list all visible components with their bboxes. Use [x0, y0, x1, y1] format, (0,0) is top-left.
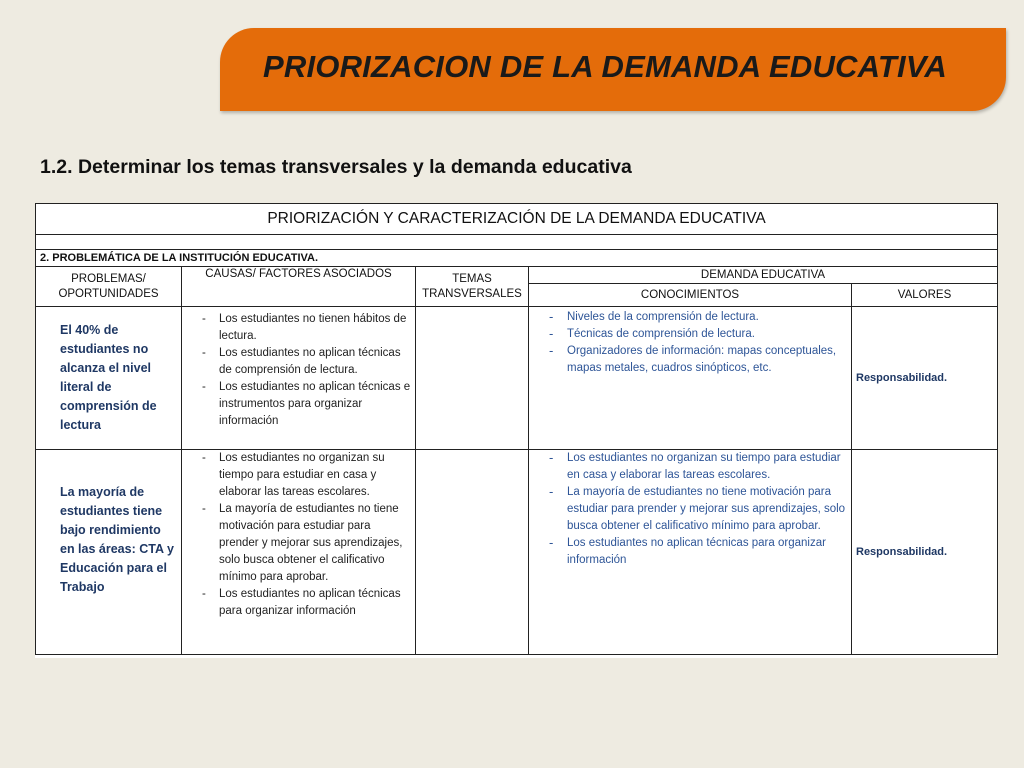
causes-cell [182, 307, 416, 450]
demand-table-sheet [35, 203, 997, 658]
list-item: - Los estudiantes no aplican técnicas de comprensión de lectura. [186, 345, 411, 379]
list-item: - La mayoría de estudiantes no tiene motivación para estudiar para prender y mejorar sus aprendizajes, solo busca obtener el calificativo mínimo para aprobar. [533, 484, 847, 535]
values-cell: Responsabilidad. [852, 307, 998, 450]
themes-cell [416, 450, 529, 655]
list-item: - Los estudiantes no aplican técnicas para organizar información [533, 535, 847, 569]
slide-title: PRIORIZACION DE LA DEMANDA EDUCATIVA [263, 49, 948, 84]
causes-cell [182, 450, 416, 655]
list-item: - Los estudiantes no aplican técnicas para organizar información [186, 586, 411, 620]
header-demand: DEMANDA EDUCATIVA [529, 267, 998, 284]
list-item: - Organizadores de información: mapas conceptuales, mapas metales, cuadros sinópticos, etc. [533, 343, 847, 377]
list-item: - Niveles de la comprensión de lectura. [533, 309, 847, 326]
list-item: - Los estudiantes no aplican técnicas e instrumentos para organizar información [186, 379, 411, 430]
causes-list [186, 450, 411, 620]
header-values: VALORES [852, 284, 998, 307]
header-causes: CAUSAS/ FACTORES ASOCIADOS [182, 267, 416, 307]
table-row [36, 307, 998, 450]
list-item: - Los estudiantes no organizan su tiempo para estudiar en casa y elaborar las tareas escolares. [533, 450, 847, 484]
header-themes: TEMAS TRANSVERSALES [416, 267, 529, 307]
causes-list [186, 311, 411, 430]
table-spacer [36, 235, 998, 250]
demand-table [35, 203, 998, 655]
values-cell: Responsabilidad. [852, 450, 998, 655]
knowledge-cell [529, 307, 852, 450]
problem-cell: El 40% de estudiantes no alcanza el nivel literal de comprensión de lectura [36, 307, 182, 450]
list-item: - Los estudiantes no tienen hábitos de lectura. [186, 311, 411, 345]
list-item: - La mayoría de estudiantes no tiene motivación para estudiar para prender y mejorar sus aprendizajes, solo busca obtener el calificativo mínimo para aprobar. [186, 501, 411, 586]
knowledge-list [533, 309, 847, 377]
header-problems: PROBLEMAS/ OPORTUNIDADES [36, 267, 182, 307]
section-subtitle: 1.2. Determinar los temas transversales y la demanda educativa [40, 156, 632, 178]
knowledge-cell [529, 450, 852, 655]
header-knowledge: CONOCIMIENTOS [529, 284, 852, 307]
list-item: - Técnicas de comprensión de lectura. [533, 326, 847, 343]
table-row [36, 450, 998, 655]
list-item: - Los estudiantes no organizan su tiempo para estudiar en casa y elaborar las tareas escolares. [186, 450, 411, 501]
section-label: 2. PROBLEMÁTICA DE LA INSTITUCIÓN EDUCATIVA. [36, 250, 998, 267]
problem-cell: La mayoría de estudiantes tiene bajo rendimiento en las áreas: CTA y Educación para el Trabajo [36, 450, 182, 655]
table-caption: PRIORIZACIÓN Y CARACTERIZACIÓN DE LA DEMANDA EDUCATIVA [36, 204, 998, 235]
themes-cell [416, 307, 529, 450]
knowledge-list [533, 450, 847, 569]
